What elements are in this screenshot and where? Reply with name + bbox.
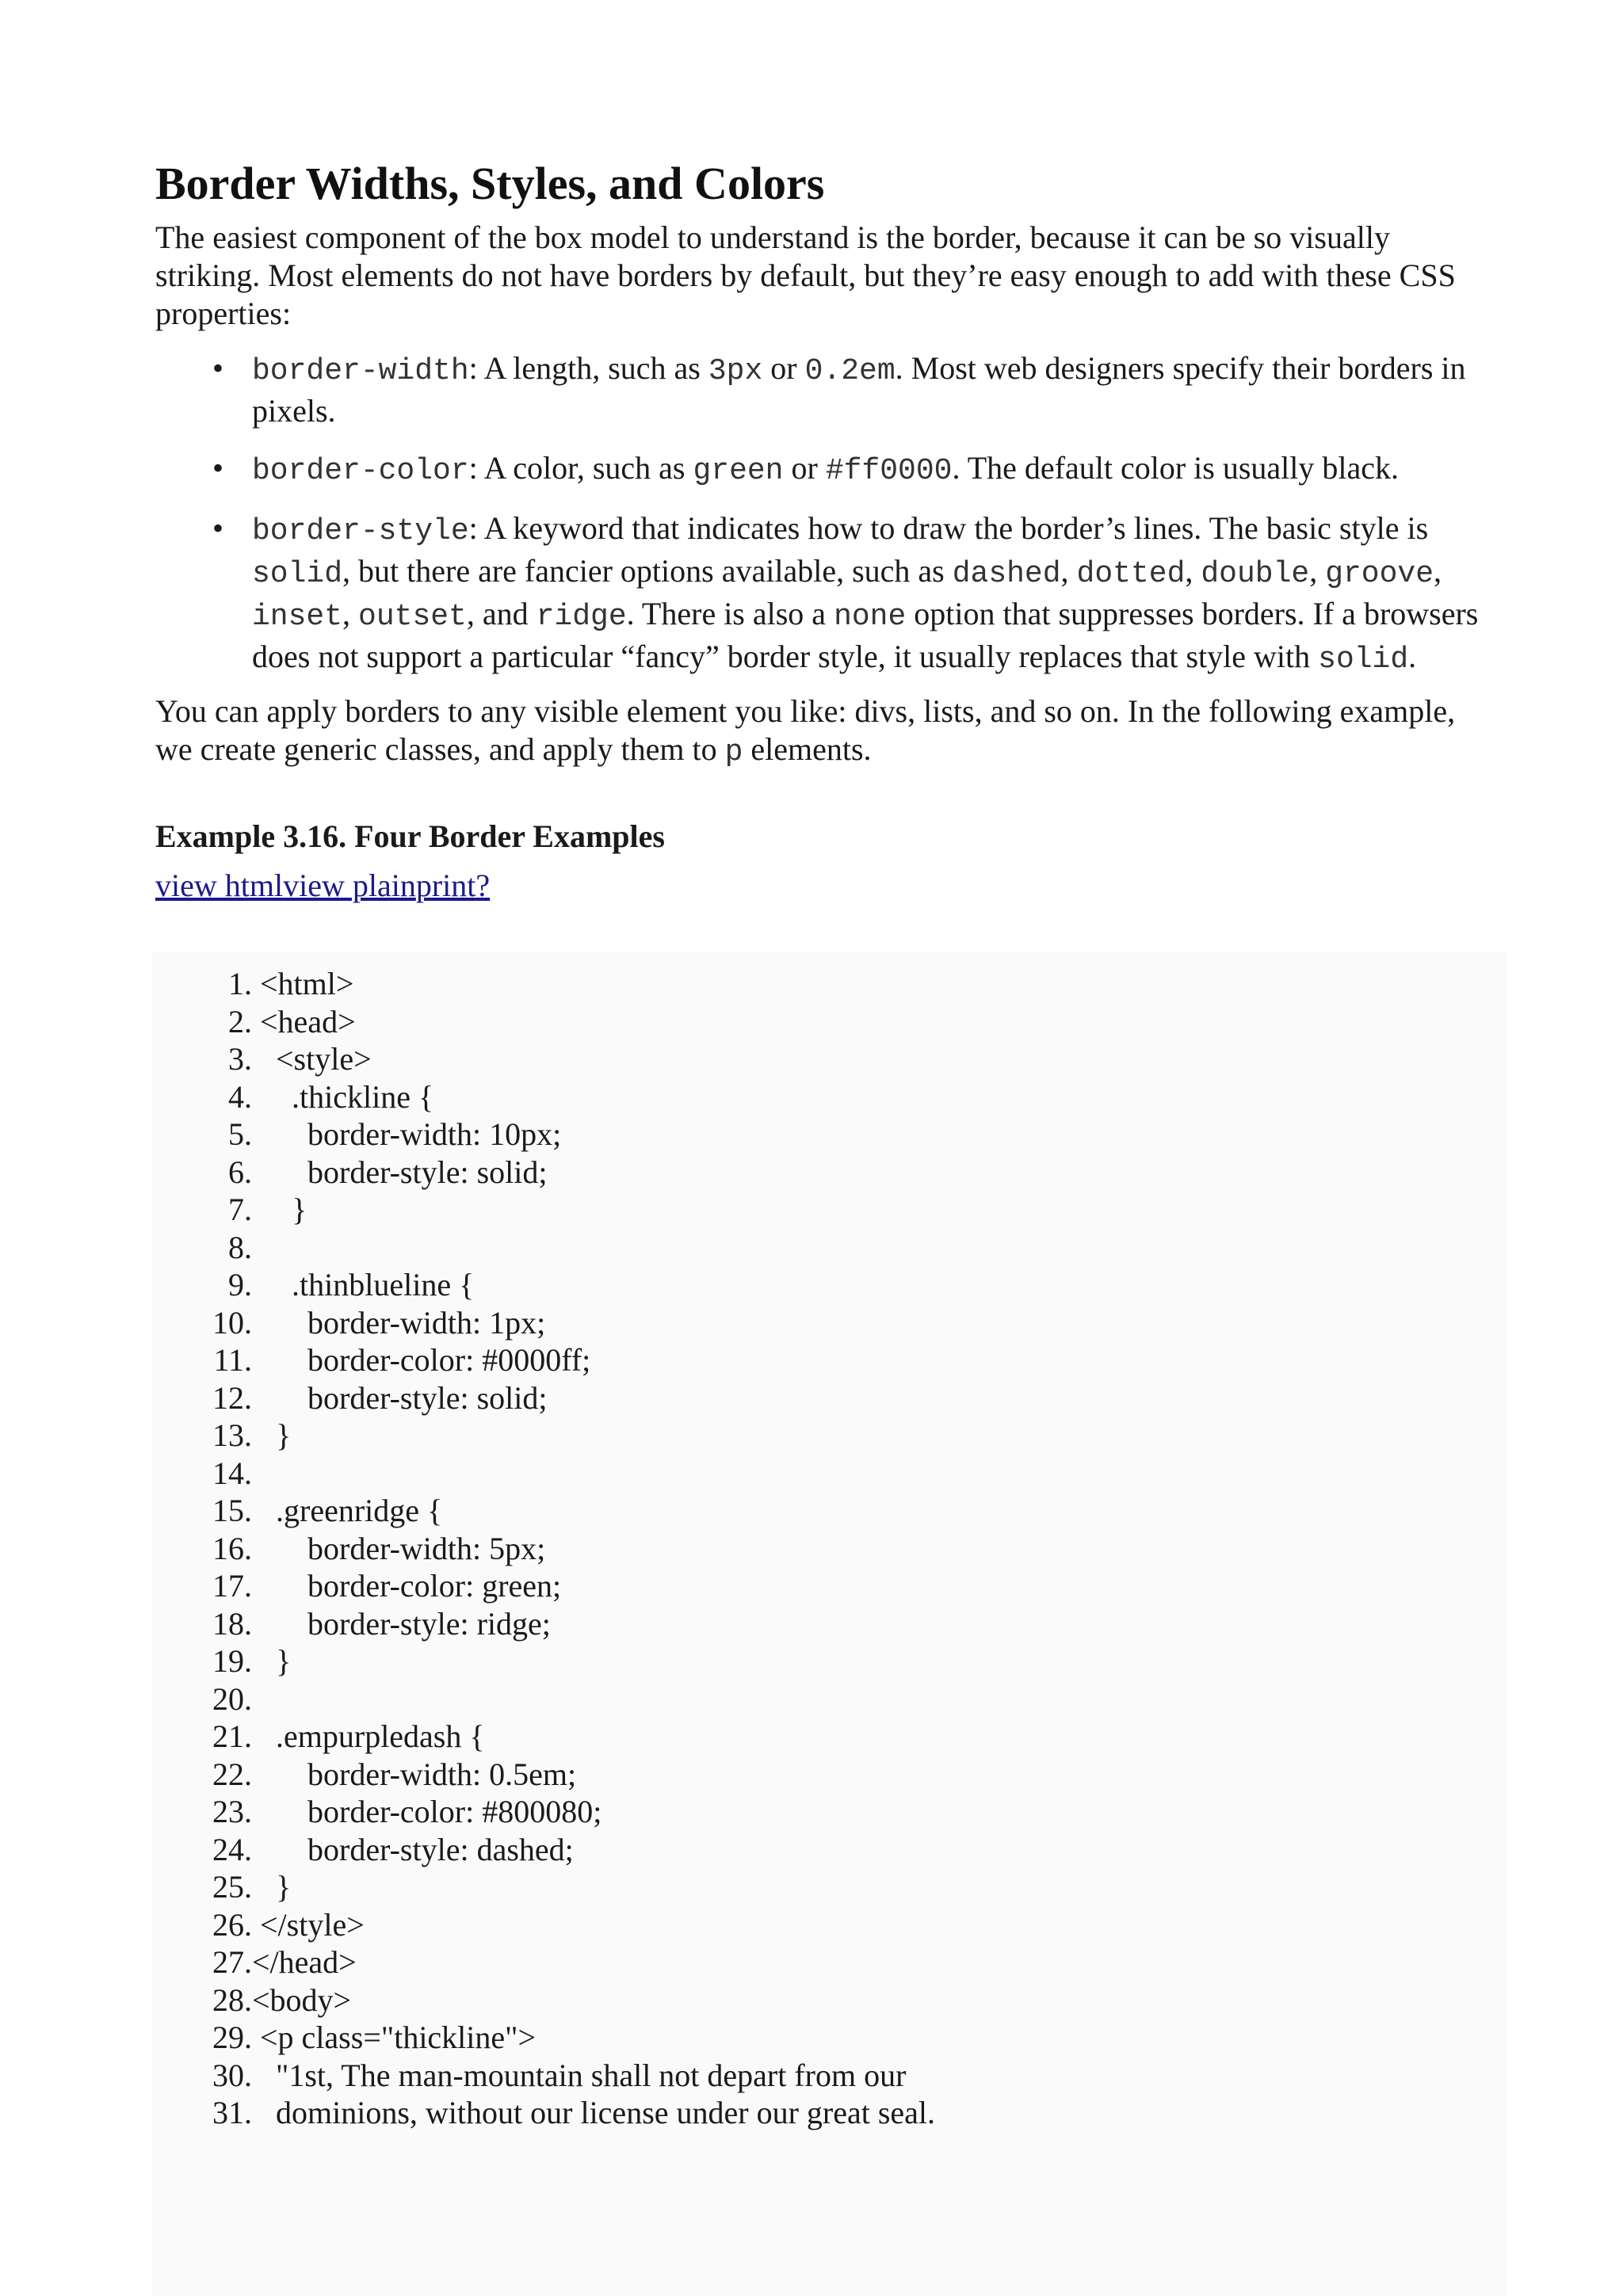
bullet-icon: • [212, 510, 224, 546]
line-number: 14. [212, 1455, 252, 1491]
help-link[interactable]: ? [475, 868, 491, 903]
code-line-text: } [252, 1643, 292, 1679]
code-line [155, 1906, 935, 1944]
page-title: Border Widths, Styles, and Colors [155, 158, 825, 209]
code-line [155, 965, 935, 1003]
code-line [155, 1116, 935, 1154]
line-number: 2. [228, 1003, 252, 1039]
inline-code: inset [252, 600, 343, 634]
code-line [155, 1530, 935, 1568]
property-description-text: or [783, 450, 826, 486]
inline-code: double [1201, 557, 1310, 591]
code-line-text: } [252, 1192, 307, 1227]
code-line-text: </head> [252, 1944, 357, 1980]
inline-code: green [693, 454, 784, 488]
code-line [155, 1943, 935, 1981]
property-description-text: , [1309, 553, 1326, 589]
line-number: 5. [228, 1116, 252, 1152]
line-number: 29. [212, 2019, 252, 2055]
code-line [155, 2057, 935, 2095]
line-number: 16. [212, 1530, 252, 1566]
code-line-text: border-width: 10px; [252, 1116, 562, 1152]
code-line-text: } [252, 1869, 292, 1905]
line-number: 28. [212, 1981, 252, 2018]
code-toolbar [155, 862, 1487, 910]
code-line-text: .thickline { [252, 1078, 434, 1115]
code-line [155, 1756, 935, 1794]
property-name: border-width [252, 354, 469, 388]
property-list [155, 349, 1487, 680]
code-line-text: <style> [252, 1041, 372, 1077]
bullet-icon: • [212, 350, 224, 386]
code-line-text: .greenridge { [252, 1493, 443, 1528]
code-line-text: border-width: 0.5em; [252, 1756, 577, 1792]
property-description-text: : A color, such as [468, 450, 693, 486]
code-line [155, 1304, 935, 1342]
line-number: 27. [212, 1944, 252, 1980]
code-line [155, 1003, 935, 1041]
property-description-text: . Most web designers specify their borders in pixels. [252, 350, 1466, 429]
line-number: 15. [212, 1493, 252, 1528]
line-number: 22. [212, 1756, 252, 1792]
line-number: 8. [228, 1229, 252, 1265]
line-number: 3. [228, 1041, 252, 1077]
property-description-text: , [1434, 553, 1442, 589]
code-line [155, 2094, 935, 2132]
print-link[interactable]: print [415, 868, 476, 903]
inline-code: 3px [708, 354, 763, 388]
inline-code: dashed [952, 557, 1061, 591]
inline-code: outset [358, 600, 467, 634]
line-number: 6. [228, 1154, 252, 1190]
line-number: 20. [212, 1680, 252, 1717]
property-description-text: : A keyword that indicates how to draw the border’s lines. The basic style is [468, 510, 1429, 546]
code-line-text: border-color: #800080; [252, 1794, 602, 1829]
example-title: Example 3.16. Four Border Examples [155, 818, 665, 854]
code-line [155, 1455, 935, 1493]
line-number: 17. [212, 1568, 252, 1604]
line-number: 23. [212, 1794, 252, 1829]
view-plain-link[interactable]: view plain [283, 868, 416, 903]
line-number: 18. [212, 1605, 252, 1642]
code-line [155, 1191, 935, 1229]
inline-code: ridge [536, 600, 627, 634]
inline-code: dotted [1076, 557, 1186, 591]
line-number: 24. [212, 1831, 252, 1867]
code-line [155, 1492, 935, 1530]
inline-code: solid [1318, 643, 1409, 677]
code-line [155, 1379, 935, 1417]
line-number: 13. [212, 1417, 252, 1453]
inline-code: groove [1325, 557, 1434, 591]
code-line [155, 1831, 935, 1869]
property-description-text: : A length, such as [468, 350, 708, 386]
view-html-link[interactable]: view html [155, 868, 284, 903]
code-line [155, 1567, 935, 1605]
intro-paragraph: The easiest component of the box model to understand is the border, because it can be so visually striking. Most elements do not have borders by default, but they’re easy enough to add with these CSS properties: [155, 219, 1456, 331]
code-line [155, 1868, 935, 1906]
code-line [155, 1040, 935, 1078]
code-line [155, 1605, 935, 1643]
code-line-text: <p class="thickline"> [252, 2019, 537, 2055]
code-line-text: </style> [252, 1906, 365, 1943]
property-description-text: . [1408, 639, 1417, 674]
inline-code: #ff0000 [825, 454, 953, 488]
code-line [155, 1229, 935, 1267]
code-line [155, 1417, 935, 1455]
property-item-border-style [212, 509, 1487, 680]
line-number: 19. [212, 1643, 252, 1679]
code-line [155, 2019, 935, 2057]
code-line-text: dominions, without our license under our great seal. [252, 2095, 936, 2130]
code-line-text: border-width: 1px; [252, 1304, 546, 1341]
property-description-text: , [1060, 553, 1077, 589]
code-listing [155, 965, 935, 2132]
after-text-start: You can apply borders to any visible element you like: divs, lists, and so on. In the following example, we create generic classes, and apply them to [155, 693, 1456, 767]
code-line-text: border-style: solid; [252, 1154, 548, 1190]
code-line [155, 1078, 935, 1116]
property-name: border-style [252, 514, 469, 548]
code-line-text: .thinblueline { [252, 1267, 475, 1302]
code-line [155, 1680, 935, 1718]
property-description-text: . There is also a [626, 596, 834, 631]
code-line-text: <html> [252, 966, 354, 1001]
inline-code: 0.2em [804, 354, 896, 388]
code-line-text: .empurpledash { [252, 1718, 485, 1754]
property-item-border-width [212, 349, 1487, 431]
inline-code: none [834, 600, 907, 634]
line-number: 12. [212, 1379, 252, 1416]
code-line [155, 1154, 935, 1192]
property-description-text: . The default color is usually black. [952, 450, 1400, 486]
code-line [155, 1981, 935, 2019]
code-line-text: border-style: solid; [252, 1379, 548, 1416]
property-description-text: , and [466, 596, 537, 631]
line-number: 1. [228, 966, 252, 1001]
line-number: 9. [228, 1267, 252, 1302]
inline-code: solid [252, 557, 343, 591]
property-description-text: option that suppresses borders. If a browsers does not support a particular “fancy” border style, it usually replaces that style with [252, 596, 1479, 674]
line-number: 11. [213, 1342, 252, 1378]
property-name: border-color [252, 454, 469, 488]
line-number: 30. [212, 2057, 252, 2093]
after-text-end: elements. [743, 731, 872, 767]
code-line-text: "1st, The man-mountain shall not depart from our [252, 2057, 907, 2093]
code-line-text: <head> [252, 1003, 356, 1039]
code-line-text: border-width: 5px; [252, 1530, 546, 1566]
line-number: 4. [228, 1078, 252, 1115]
code-line [155, 1642, 935, 1680]
bullet-icon: • [212, 450, 224, 486]
line-number: 7. [228, 1192, 252, 1227]
property-description-text: , [1185, 553, 1201, 589]
line-number: 31. [212, 2095, 252, 2130]
code-line-text: border-style: ridge; [252, 1605, 551, 1642]
property-item-border-color [212, 448, 1487, 491]
line-number: 10. [212, 1304, 252, 1341]
line-number: 26. [212, 1906, 252, 1943]
page-content [155, 151, 1487, 910]
code-line-text: border-color: green; [252, 1568, 562, 1604]
code-line [155, 1718, 935, 1756]
code-line-text: border-style: dashed; [252, 1831, 574, 1867]
line-number: 25. [212, 1869, 252, 1905]
code-line-text: border-color: #0000ff; [252, 1342, 591, 1378]
line-number: 21. [212, 1718, 252, 1754]
code-line-text: <body> [252, 1981, 352, 2018]
property-description-text: , [342, 596, 359, 631]
inline-code-p: p [724, 735, 743, 769]
property-description-text: , but there are fancier options available, such as [342, 553, 953, 589]
property-description-text: or [762, 350, 805, 386]
code-line [155, 1793, 935, 1831]
code-line [155, 1341, 935, 1379]
code-line [155, 1266, 935, 1304]
code-line-text: } [252, 1417, 292, 1453]
after-paragraph [155, 692, 1487, 772]
